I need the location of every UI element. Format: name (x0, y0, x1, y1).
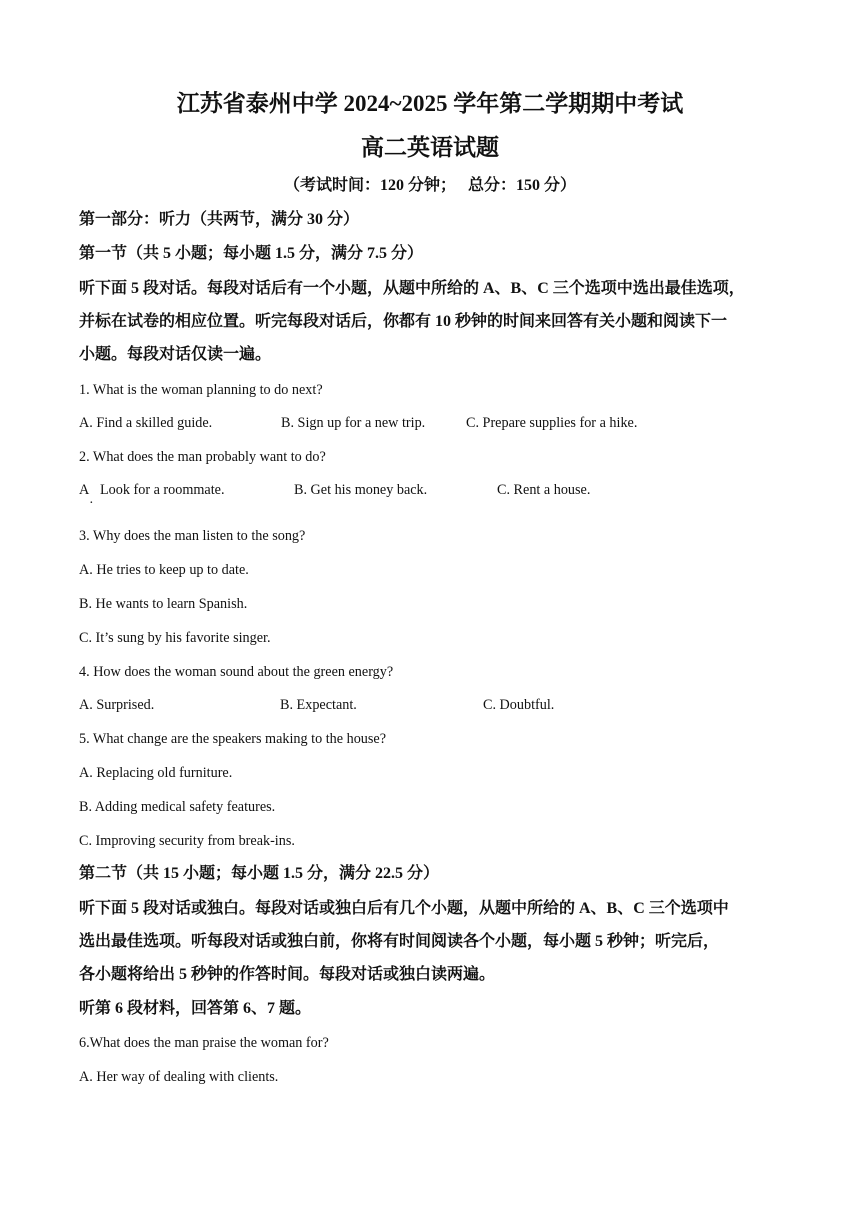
question-stem: 1. What is the woman planning to do next? (79, 382, 323, 398)
question-stem: 6.What does the man praise the woman for? (79, 1035, 329, 1051)
answer-option: B. Sign up for a new trip. (281, 415, 426, 431)
section1-instruction-line: 并标在试卷的相应位置。听完每段对话后，你都有 10 秒钟的时间来回答有关小题和阅读下一 (79, 313, 728, 330)
material6-heading: 听第 6 段材料，回答第 6、7 题。 (79, 1000, 312, 1017)
question-stem: 3. Why does the man listen to the song? (79, 528, 306, 544)
answer-option: A. Her way of dealing with clients. (79, 1069, 279, 1085)
answer-option: B. Adding medical safety features. (79, 799, 276, 815)
answer-option: C. Improving security from break-ins. (79, 833, 295, 849)
question-stem: 5. What change are the speakers making to the house? (79, 731, 387, 747)
section2-instruction-line: 听下面 5 段对话或独白。每段对话或独白后有几个小题，从题中所给的 A、B、C 三个选项中 (79, 900, 729, 917)
answer-option: A. He tries to keep up to date. (79, 562, 249, 578)
answer-option: C. Doubtful. (483, 697, 555, 713)
answer-option: B. Expectant. (280, 697, 357, 713)
section1-instruction-line: 听下面 5 段对话。每段对话后有一个小题，从题中所给的 A、B、C 三个选项中选出最佳选项， (79, 280, 745, 297)
exam-subject: 高二英语试题 (361, 135, 499, 160)
question-stem: 2. What does the man probably want to do? (79, 449, 326, 465)
section2-instruction-line: 各小题将给出 5 秒钟的作答时间。每段对话或独白读两遍。 (79, 966, 496, 983)
answer-option: C. Prepare supplies for a hike. (466, 415, 638, 431)
answer-option: A. Find a skilled guide. (79, 415, 213, 431)
section1-instruction-line: 小题。每段对话仅读一遍。 (79, 346, 272, 363)
exam-title: 江苏省泰州中学 2024~2025 学年第二学期期中考试 (176, 91, 684, 116)
answer-option: B. He wants to learn Spanish. (79, 596, 248, 612)
answer-option: A. Surprised. (79, 697, 155, 713)
part1-heading: 第一部分：听力（共两节，满分 30 分） (79, 211, 360, 228)
stray-dot: · (89, 496, 94, 511)
answer-option: C. Rent a house. (497, 482, 591, 498)
answer-option: C. It’s sung by his favorite singer. (79, 630, 271, 646)
answer-option-letter: A (79, 482, 90, 498)
section1-heading: 第一节（共 5 小题；每小题 1.5 分，满分 7.5 分） (79, 245, 424, 262)
section2-instruction-line: 选出最佳选项。听每段对话或独白前，你将有时间阅读各个小题，每小题 5 秒钟；听完后， (79, 933, 720, 950)
section2-heading: 第二节（共 15 小题；每小题 1.5 分，满分 22.5 分） (79, 865, 440, 882)
question-stem: 4. How does the woman sound about the green energy? (79, 664, 394, 680)
answer-option-text: Look for a roommate. (100, 482, 225, 498)
exam-info: （考试时间：120 分钟； 总分：150 分） (283, 177, 576, 194)
answer-option: A. Replacing old furniture. (79, 765, 233, 781)
answer-option: B. Get his money back. (294, 482, 428, 498)
